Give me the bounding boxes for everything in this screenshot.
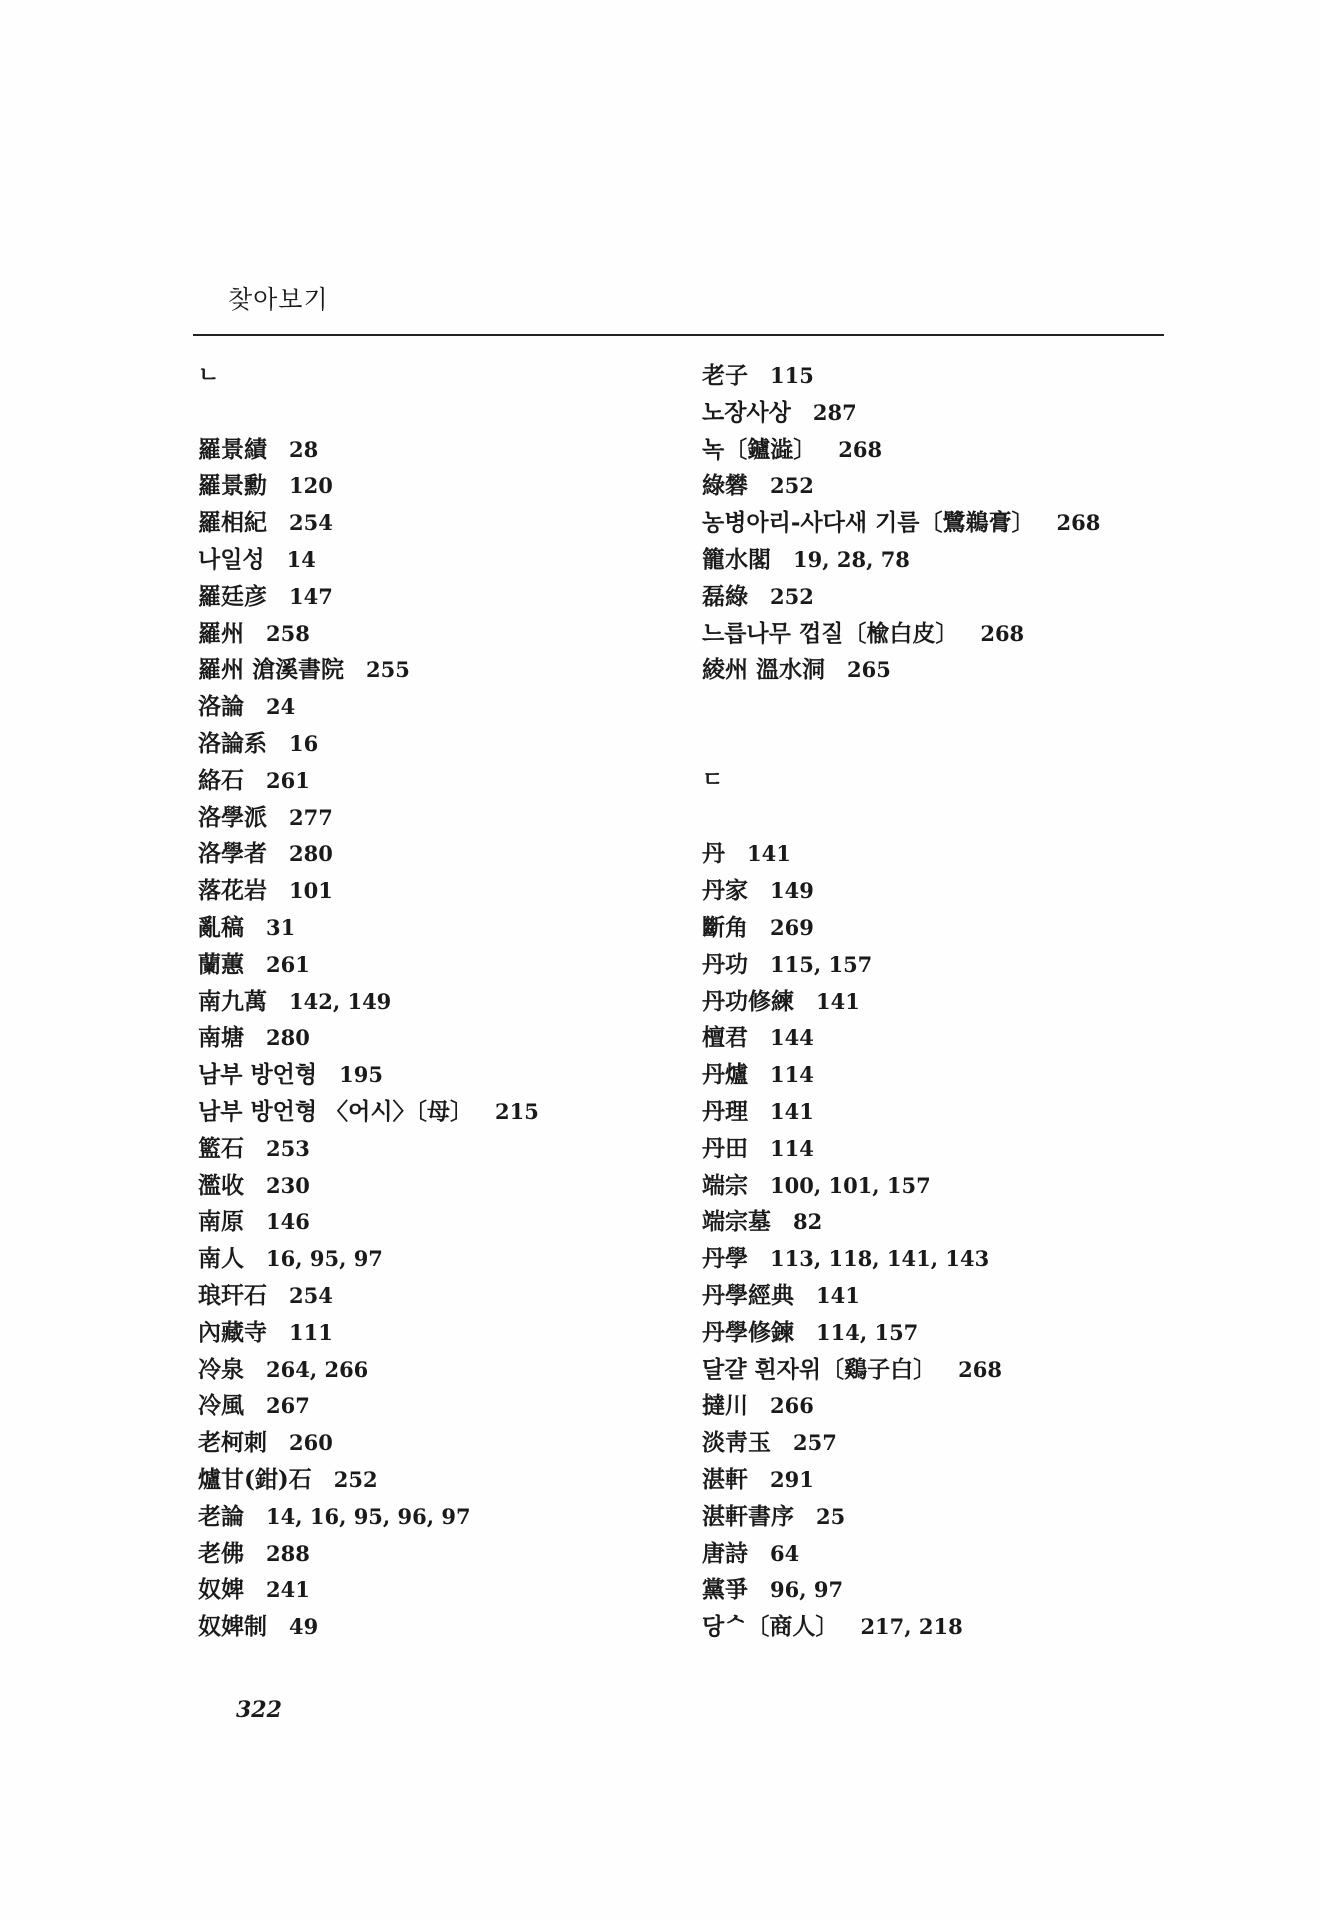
- index-entry: [702, 836, 1222, 873]
- index-term: 淡靑玉: [702, 1429, 771, 1457]
- index-right-column: [702, 358, 1222, 1646]
- index-page-refs: 14: [286, 546, 316, 572]
- index-entry: [198, 947, 718, 984]
- index-term: 南九萬: [198, 987, 267, 1015]
- index-page-refs: 31: [266, 914, 296, 940]
- index-entry: [702, 984, 1222, 1021]
- index-entry: [198, 505, 718, 542]
- index-term: 남부 방언형 〈어시〉〔母〕: [198, 1097, 474, 1125]
- index-entry: [702, 1094, 1222, 1131]
- index-page-refs: 25: [816, 1503, 846, 1529]
- index-term: 濫收: [198, 1171, 244, 1199]
- index-page-refs: 254: [289, 510, 333, 536]
- index-entry: [702, 505, 1222, 542]
- index-page-refs: 267: [266, 1393, 310, 1419]
- index-page-refs: 268: [980, 620, 1025, 646]
- index-page-refs: 16, 95, 97: [266, 1246, 383, 1272]
- index-term: 달걀 흰자위〔鷄子白〕: [702, 1355, 937, 1383]
- index-page-refs: 101: [289, 878, 333, 904]
- index-entry: [702, 542, 1222, 579]
- index-term: 冷風: [198, 1392, 244, 1420]
- index-term: 老佛: [198, 1539, 244, 1567]
- index-page-refs: 264, 266: [266, 1356, 369, 1382]
- index-entry: [198, 542, 718, 579]
- index-entry: [702, 432, 1222, 469]
- index-term: 磊綠: [702, 582, 748, 610]
- page-number: 322: [236, 1697, 282, 1723]
- index-page-refs: 144: [770, 1025, 814, 1051]
- page-header-title: 찾아보기: [228, 285, 329, 314]
- index-page-refs: 146: [266, 1209, 310, 1235]
- section-heading-digeut: ㄷ: [702, 767, 724, 793]
- index-page-refs: 257: [793, 1430, 837, 1456]
- index-page-refs: 14, 16, 95, 96, 97: [266, 1503, 471, 1529]
- index-term: 南原: [198, 1208, 244, 1236]
- index-term: 南人: [198, 1245, 244, 1273]
- index-term: 洛論: [198, 693, 244, 721]
- index-entry: [198, 763, 718, 800]
- index-page-refs: 260: [289, 1430, 333, 1456]
- index-entry: [702, 1536, 1222, 1573]
- index-entry: [702, 1462, 1222, 1499]
- index-page-refs: 49: [289, 1614, 319, 1640]
- index-entry: [702, 1388, 1222, 1425]
- index-page-refs: 114, 157: [816, 1319, 919, 1345]
- index-page-refs: 252: [770, 583, 814, 609]
- index-page-refs: 28: [289, 436, 319, 462]
- index-page-refs: 217, 218: [860, 1614, 963, 1640]
- index-page-refs: 277: [289, 804, 333, 830]
- index-page-refs: 268: [1056, 510, 1101, 536]
- index-entry: [198, 1204, 718, 1241]
- index-page-refs: 252: [333, 1466, 378, 1492]
- index-entry: [198, 1315, 718, 1352]
- index-term: 洛論系: [198, 729, 267, 757]
- index-page-refs: 141: [747, 841, 791, 867]
- section-gap: [702, 726, 1222, 763]
- index-page-refs: 266: [770, 1393, 814, 1419]
- index-term: 撻川: [702, 1392, 748, 1420]
- index-term: 冷泉: [198, 1355, 244, 1383]
- index-term: 奴婢制: [198, 1613, 267, 1641]
- header-rule: [193, 334, 1164, 336]
- index-term: 羅州: [198, 619, 244, 647]
- index-entry: [702, 652, 1222, 689]
- index-page-refs: 261: [266, 951, 310, 977]
- index-term: 丹學修鍊: [702, 1318, 794, 1346]
- index-page-refs: 141: [816, 1282, 860, 1308]
- index-term: 黨爭: [702, 1576, 748, 1604]
- index-term: 綾州 溫水洞: [702, 656, 826, 684]
- index-entry: [702, 1168, 1222, 1205]
- index-entry: [702, 1572, 1222, 1609]
- index-term: 丹家: [702, 877, 748, 905]
- index-page-refs: 114: [770, 1135, 814, 1161]
- index-page-refs: 111: [289, 1319, 333, 1345]
- index-entry: [702, 358, 1222, 395]
- index-page-refs: 265: [847, 657, 891, 683]
- index-term: 端宗墓: [702, 1208, 771, 1236]
- index-page-refs: 258: [266, 620, 310, 646]
- index-term: 나일성: [198, 545, 265, 573]
- index-entry: [198, 984, 718, 1021]
- index-term: 羅相紀: [198, 509, 267, 537]
- index-page-refs: 261: [266, 767, 310, 793]
- index-entry: [702, 1204, 1222, 1241]
- index-entry: [702, 873, 1222, 910]
- index-page-refs: 100, 101, 157: [770, 1172, 931, 1198]
- index-page-refs: 24: [266, 694, 296, 720]
- index-page-refs: 96, 97: [770, 1577, 844, 1603]
- index-page-refs: 141: [816, 988, 860, 1014]
- index-entry: [702, 947, 1222, 984]
- index-entry: [702, 579, 1222, 616]
- index-page-refs: 268: [838, 436, 883, 462]
- index-entry: [198, 689, 718, 726]
- index-entry: [198, 836, 718, 873]
- index-term: 內藏寺: [198, 1318, 267, 1346]
- index-page-refs: 254: [289, 1282, 333, 1308]
- index-term: 檀君: [702, 1024, 748, 1052]
- index-page-refs: 252: [770, 473, 814, 499]
- index-term: 籃石: [198, 1134, 244, 1162]
- index-entry: [198, 1131, 718, 1168]
- index-page-refs: 64: [770, 1540, 800, 1566]
- index-page-refs: 230: [266, 1172, 310, 1198]
- index-entry: [198, 1094, 718, 1131]
- index-term: 唐詩: [702, 1539, 748, 1567]
- index-entry: [198, 910, 718, 947]
- index-page-refs: 268: [958, 1356, 1002, 1382]
- index-term: 老論: [198, 1502, 244, 1530]
- index-term: 洛學派: [198, 803, 267, 831]
- index-term: 奴婢: [198, 1576, 244, 1604]
- index-entry: [702, 1499, 1222, 1536]
- index-term: 녹〔鑪澁〕: [702, 435, 817, 463]
- index-entry: [702, 1278, 1222, 1315]
- index-entry: [198, 873, 718, 910]
- index-entry: [198, 579, 718, 616]
- index-term: 羅州 滄溪書院: [198, 656, 345, 684]
- index-term: 丹: [702, 840, 725, 868]
- index-entry: [198, 1020, 718, 1057]
- index-term: 농병아리-사다새 기름〔鷺鵜膏〕: [702, 509, 1035, 537]
- index-term: 亂稿: [198, 913, 244, 941]
- index-page-refs: 141: [770, 1098, 814, 1124]
- index-page-refs: 269: [770, 914, 814, 940]
- index-term: 丹理: [702, 1097, 748, 1125]
- index-page-refs: 149: [770, 878, 814, 904]
- index-page-refs: 253: [266, 1135, 310, 1161]
- index-term: 당ᄉ〔商人〕: [702, 1613, 839, 1641]
- index-term: 南塘: [198, 1024, 244, 1052]
- index-entry: [702, 910, 1222, 947]
- index-term: 丹田: [702, 1134, 748, 1162]
- index-page-refs: 120: [289, 473, 333, 499]
- index-page-refs: 142, 149: [289, 988, 392, 1014]
- index-entry: [702, 468, 1222, 505]
- index-entry: [198, 1388, 718, 1425]
- index-term: 羅景勳: [198, 472, 267, 500]
- index-left-column: [198, 358, 718, 1646]
- index-entry: [702, 1241, 1222, 1278]
- index-page-refs: 280: [266, 1025, 310, 1051]
- section-gap: [198, 395, 718, 432]
- index-page-refs: 288: [266, 1540, 310, 1566]
- index-entry: [198, 1057, 718, 1094]
- index-term: 丹功: [702, 950, 748, 978]
- section-gap: [702, 800, 1222, 837]
- section-heading-nieun: ㄴ: [198, 363, 220, 388]
- index-page-refs: 115: [770, 363, 814, 388]
- index-entry: [702, 1131, 1222, 1168]
- index-page-refs: 82: [793, 1209, 823, 1235]
- index-entry: [198, 432, 718, 469]
- index-term: 端宗: [702, 1171, 748, 1199]
- index-term: 丹爐: [702, 1061, 748, 1089]
- index-entry: [198, 1425, 718, 1462]
- index-term: 斷角: [702, 913, 748, 941]
- index-term: 琅玕石: [198, 1281, 267, 1309]
- index-page-refs: 291: [770, 1466, 814, 1492]
- index-entry: [198, 1462, 718, 1499]
- index-term: 丹學經典: [702, 1281, 794, 1309]
- index-entry: [702, 395, 1222, 432]
- index-term: 綠礬: [702, 472, 748, 500]
- index-entry: [198, 652, 718, 689]
- index-entry: [198, 616, 718, 653]
- index-term: 蘭蕙: [198, 950, 244, 978]
- index-page-refs: 113, 118, 141, 143: [770, 1246, 990, 1272]
- index-page-refs: 16: [289, 730, 319, 756]
- index-entry: [702, 1057, 1222, 1094]
- index-page-refs: 241: [266, 1577, 310, 1603]
- index-page-refs: 215: [495, 1098, 539, 1124]
- index-entry: [198, 468, 718, 505]
- index-entry: [198, 800, 718, 837]
- index-page-refs: 195: [339, 1062, 383, 1088]
- index-term: 爐甘(鉗)石: [198, 1465, 312, 1493]
- index-term: 湛軒書序: [702, 1502, 794, 1530]
- index-entry: [702, 1425, 1222, 1462]
- index-page-refs: 114: [770, 1062, 814, 1088]
- index-term: 老子: [702, 362, 748, 389]
- index-term: 丹功修練: [702, 987, 794, 1015]
- index-term: 洛學者: [198, 840, 267, 868]
- index-entry: [198, 1278, 718, 1315]
- index-page-refs: 147: [289, 583, 333, 609]
- index-entry: [198, 1352, 718, 1389]
- index-entry: [198, 1168, 718, 1205]
- index-entry: [198, 1499, 718, 1536]
- index-term: 남부 방언형: [198, 1061, 318, 1089]
- index-entry: [198, 1572, 718, 1609]
- index-term: 落花岩: [198, 877, 267, 905]
- index-entry: [198, 726, 718, 763]
- index-page-refs: 19, 28, 78: [793, 546, 910, 572]
- index-entry: [198, 1536, 718, 1573]
- index-page-refs: 280: [289, 841, 333, 867]
- section-gap: [702, 689, 1222, 726]
- index-entry: [702, 1315, 1222, 1352]
- index-term: 느릅나무 껍질〔楡白皮〕: [702, 619, 959, 647]
- index-entry: [702, 1020, 1222, 1057]
- index-term: 丹學: [702, 1245, 748, 1273]
- index-entry: [702, 1352, 1222, 1389]
- index-term: 籠水閣: [702, 545, 771, 573]
- index-term: 羅廷彦: [198, 582, 267, 610]
- index-entry: [198, 1609, 718, 1646]
- index-entry: [702, 616, 1222, 653]
- index-term: 老柯刺: [198, 1429, 267, 1457]
- index-page-refs: 287: [812, 399, 857, 425]
- index-term: 絡石: [198, 766, 244, 794]
- index-page-refs: 255: [366, 657, 410, 683]
- index-entry: [702, 1609, 1222, 1646]
- index-term: 湛軒: [702, 1465, 748, 1493]
- index-term: 羅景績: [198, 435, 267, 463]
- index-page-refs: 115, 157: [770, 951, 873, 977]
- index-entry: [198, 1241, 718, 1278]
- index-term: 노장사상: [702, 398, 791, 426]
